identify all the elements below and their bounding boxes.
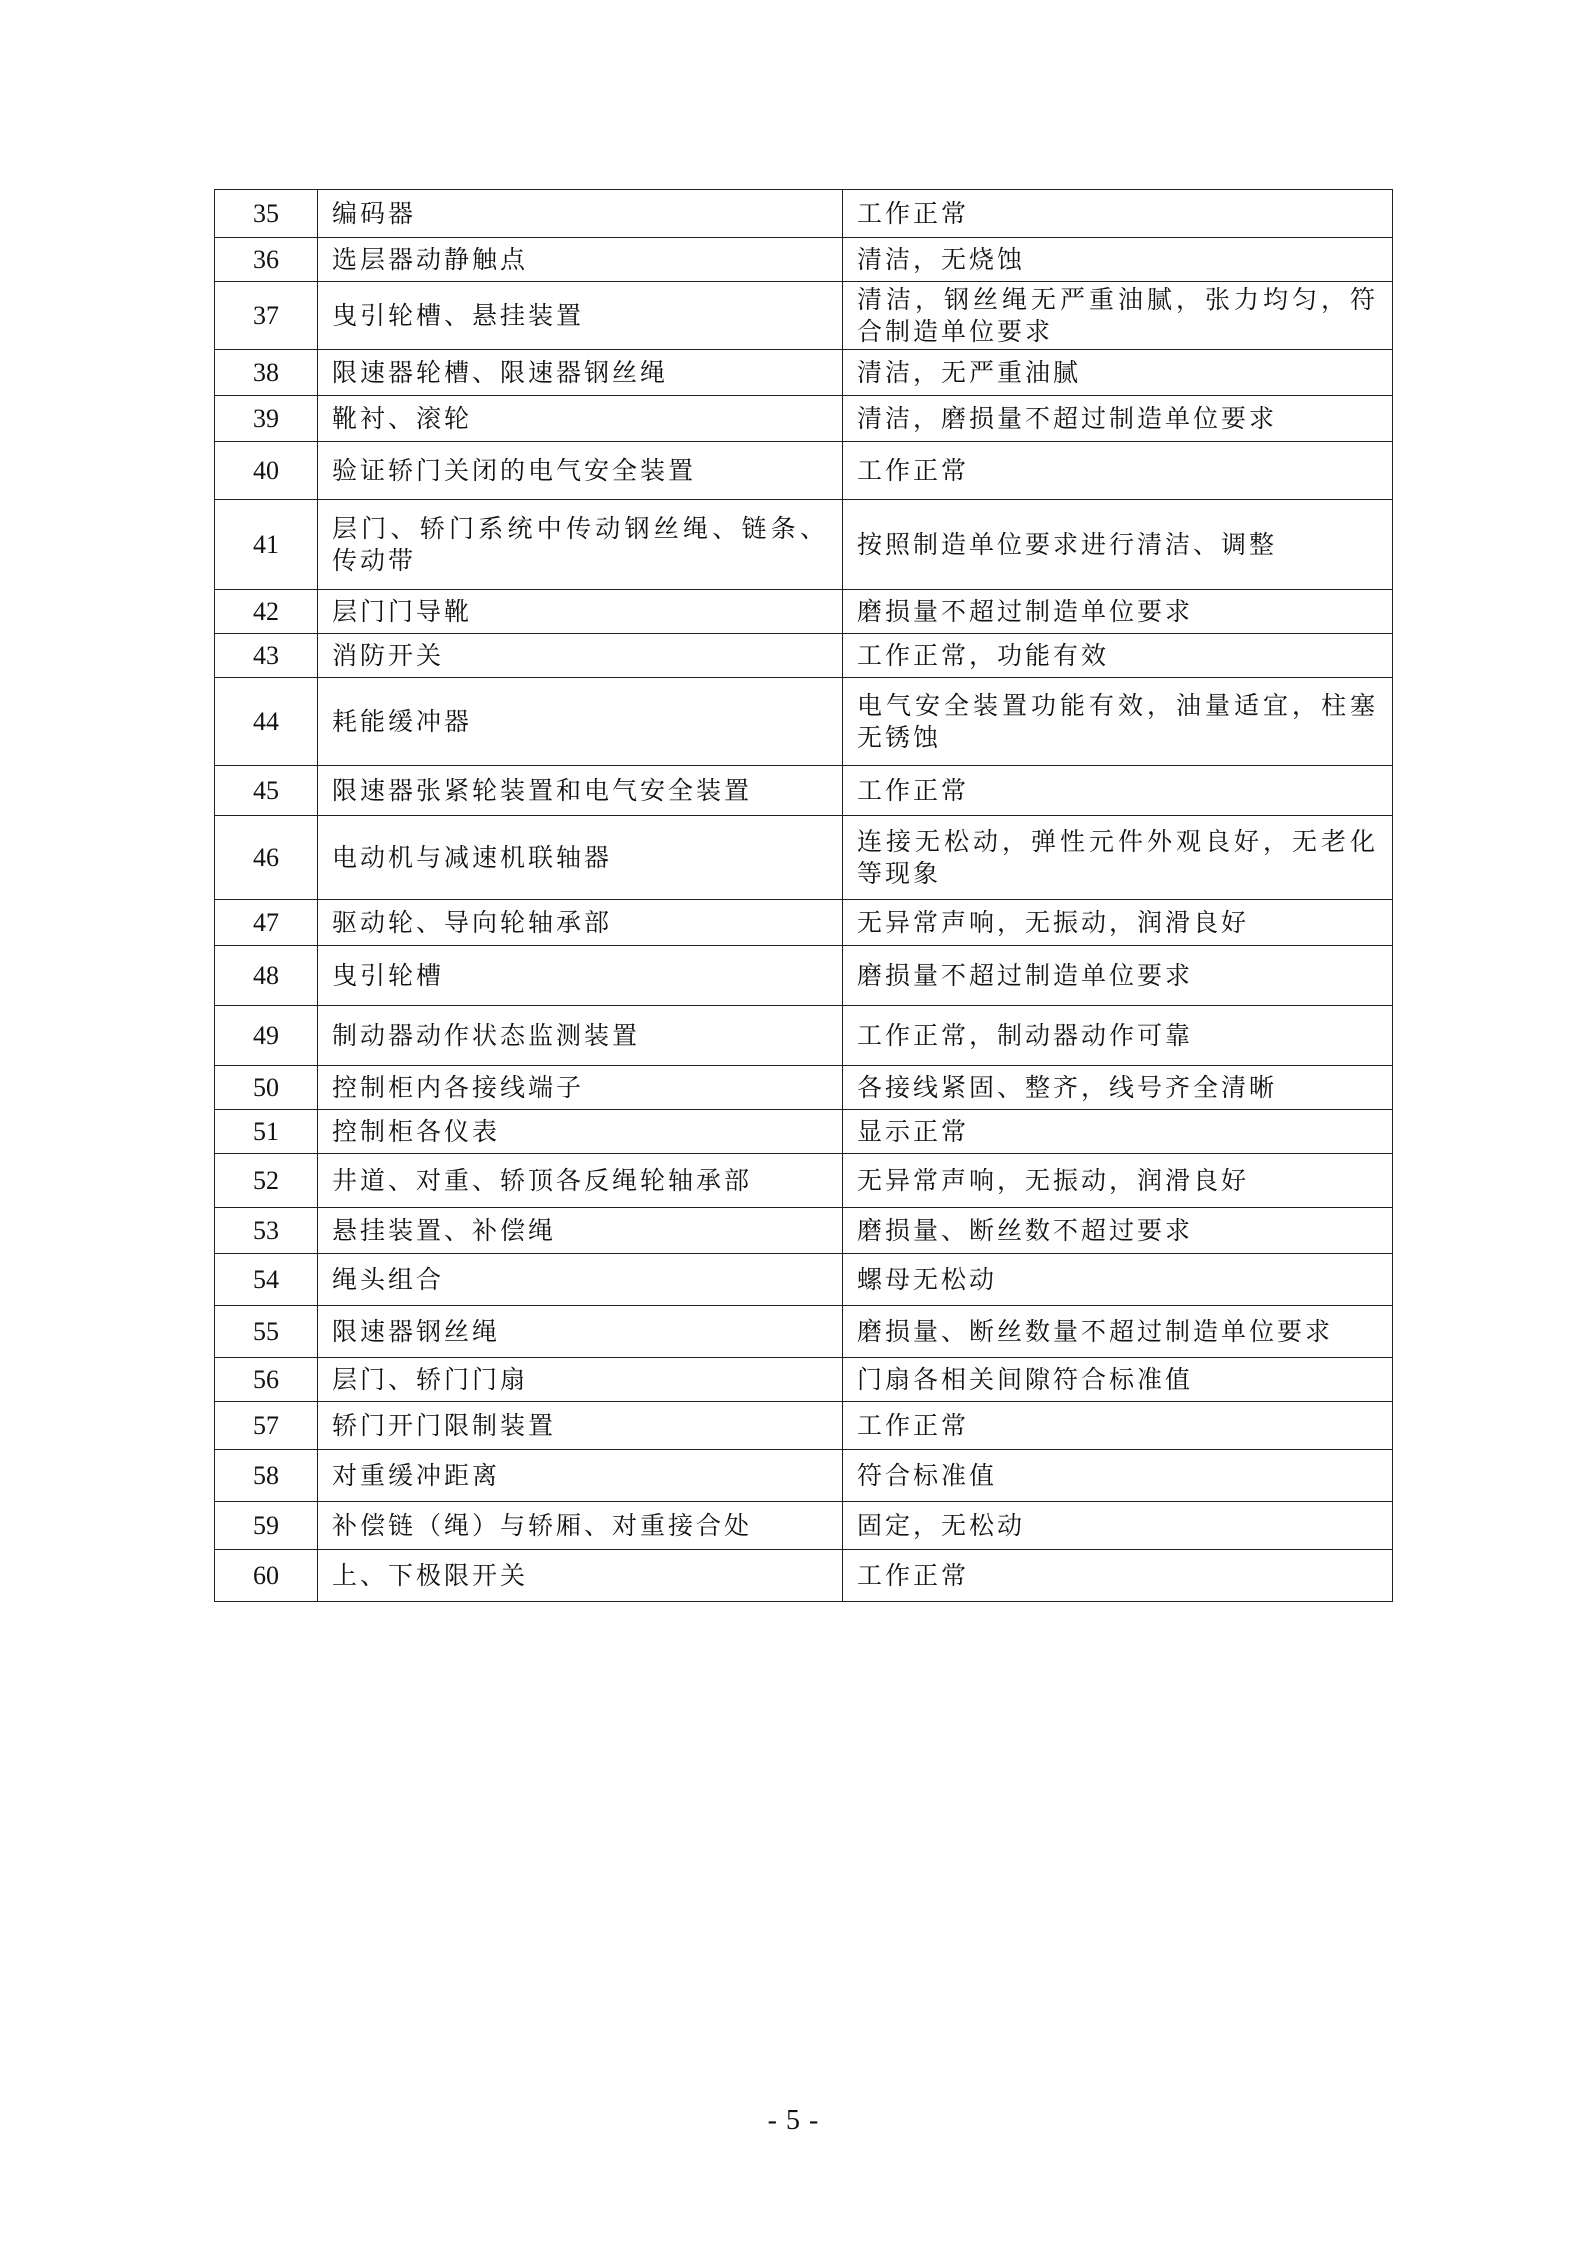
table-row [215,396,1393,442]
maintenance-item: 控制柜内各接线端子 [318,1066,843,1110]
row-number: 40 [215,442,318,500]
row-number: 48 [215,946,318,1006]
maintenance-requirement: 清洁，钢丝绳无严重油腻，张力均匀，符合制造单位要求 [843,282,1393,350]
maintenance-requirement: 无异常声响，无振动，润滑良好 [843,1154,1393,1208]
table-row [215,350,1393,396]
maintenance-item: 井道、对重、轿顶各反绳轮轴承部 [318,1154,843,1208]
row-number: 43 [215,634,318,678]
row-number: 57 [215,1402,318,1450]
maintenance-item: 绳头组合 [318,1254,843,1306]
maintenance-requirement: 清洁，磨损量不超过制造单位要求 [843,396,1393,442]
table-row [215,442,1393,500]
maintenance-requirement: 工作正常 [843,190,1393,238]
table-row [215,1066,1393,1110]
maintenance-item: 轿门开门限制装置 [318,1402,843,1450]
maintenance-requirement: 清洁，无烧蚀 [843,238,1393,282]
table-row [215,1306,1393,1358]
row-number: 50 [215,1066,318,1110]
maintenance-requirement: 磨损量、断丝数不超过要求 [843,1208,1393,1254]
maintenance-item: 选层器动静触点 [318,238,843,282]
table-row [215,1550,1393,1602]
table-row [215,190,1393,238]
maintenance-item: 限速器张紧轮装置和电气安全装置 [318,766,843,816]
row-number: 45 [215,766,318,816]
maintenance-requirement: 磨损量不超过制造单位要求 [843,590,1393,634]
maintenance-item: 对重缓冲距离 [318,1450,843,1502]
maintenance-requirement: 无异常声响，无振动，润滑良好 [843,900,1393,946]
maintenance-item: 制动器动作状态监测装置 [318,1006,843,1066]
row-number: 59 [215,1502,318,1550]
maintenance-requirement: 按照制造单位要求进行清洁、调整 [843,500,1393,590]
maintenance-item: 悬挂装置、补偿绳 [318,1208,843,1254]
table-row [215,238,1393,282]
maintenance-requirement: 显示正常 [843,1110,1393,1154]
table-row [215,282,1393,350]
row-number: 35 [215,190,318,238]
table-row [215,1502,1393,1550]
table-row [215,1006,1393,1066]
table-row [215,1358,1393,1402]
maintenance-item: 层门、轿门系统中传动钢丝绳、链条、传动带 [318,500,843,590]
row-number: 52 [215,1154,318,1208]
row-number: 51 [215,1110,318,1154]
maintenance-item: 补偿链（绳）与轿厢、对重接合处 [318,1502,843,1550]
table-row [215,946,1393,1006]
table-row [215,1254,1393,1306]
maintenance-requirement: 工作正常 [843,1402,1393,1450]
row-number: 55 [215,1306,318,1358]
page-number: - 5 - [767,2105,820,2136]
maintenance-requirement: 符合标准值 [843,1450,1393,1502]
maintenance-requirement: 螺母无松动 [843,1254,1393,1306]
table-row [215,1450,1393,1502]
table-row [215,1208,1393,1254]
row-number: 38 [215,350,318,396]
maintenance-item: 验证轿门关闭的电气安全装置 [318,442,843,500]
maintenance-requirement: 清洁，无严重油腻 [843,350,1393,396]
table-row [215,766,1393,816]
row-number: 37 [215,282,318,350]
maintenance-requirement: 磨损量、断丝数量不超过制造单位要求 [843,1306,1393,1358]
maintenance-item: 曳引轮槽、悬挂装置 [318,282,843,350]
maintenance-item: 靴衬、滚轮 [318,396,843,442]
maintenance-item: 层门、轿门门扇 [318,1358,843,1402]
table-row [215,500,1393,590]
maintenance-item: 电动机与减速机联轴器 [318,816,843,900]
table-row [215,1402,1393,1450]
maintenance-requirement: 工作正常 [843,766,1393,816]
maintenance-item: 曳引轮槽 [318,946,843,1006]
table-row [215,678,1393,766]
row-number: 60 [215,1550,318,1602]
maintenance-item: 限速器钢丝绳 [318,1306,843,1358]
table-row [215,900,1393,946]
table-row [215,816,1393,900]
maintenance-item: 限速器轮槽、限速器钢丝绳 [318,350,843,396]
maintenance-item: 耗能缓冲器 [318,678,843,766]
maintenance-requirement: 工作正常，功能有效 [843,634,1393,678]
row-number: 47 [215,900,318,946]
maintenance-requirement: 固定，无松动 [843,1502,1393,1550]
table-row [215,590,1393,634]
row-number: 49 [215,1006,318,1066]
maintenance-item: 层门门导靴 [318,590,843,634]
row-number: 54 [215,1254,318,1306]
row-number: 41 [215,500,318,590]
maintenance-requirement: 磨损量不超过制造单位要求 [843,946,1393,1006]
table-row [215,1110,1393,1154]
maintenance-item: 驱动轮、导向轮轴承部 [318,900,843,946]
row-number: 46 [215,816,318,900]
table-body [215,190,1393,1602]
table-row [215,1154,1393,1208]
maintenance-requirement: 各接线紧固、整齐，线号齐全清晰 [843,1066,1393,1110]
row-number: 53 [215,1208,318,1254]
maintenance-requirement: 电气安全装置功能有效，油量适宜，柱塞无锈蚀 [843,678,1393,766]
maintenance-requirement: 连接无松动，弹性元件外观良好，无老化等现象 [843,816,1393,900]
maintenance-requirement: 工作正常 [843,442,1393,500]
maintenance-item: 消防开关 [318,634,843,678]
row-number: 44 [215,678,318,766]
maintenance-table [214,189,1393,1602]
row-number: 58 [215,1450,318,1502]
maintenance-requirement: 门扇各相关间隙符合标准值 [843,1358,1393,1402]
maintenance-item: 编码器 [318,190,843,238]
maintenance-item: 上、下极限开关 [318,1550,843,1602]
row-number: 36 [215,238,318,282]
maintenance-requirement: 工作正常 [843,1550,1393,1602]
maintenance-requirement: 工作正常，制动器动作可靠 [843,1006,1393,1066]
table-row [215,634,1393,678]
row-number: 56 [215,1358,318,1402]
row-number: 39 [215,396,318,442]
maintenance-item: 控制柜各仪表 [318,1110,843,1154]
row-number: 42 [215,590,318,634]
